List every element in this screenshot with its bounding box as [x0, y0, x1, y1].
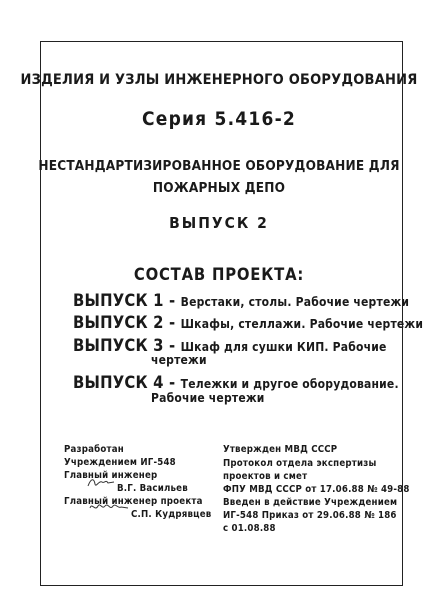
project-chief-title: Главный инженер проекта [64, 496, 203, 507]
approved-line: Утвержден МВД СССР [223, 444, 338, 455]
composition-title: СОСТАВ ПРОЕКТА: [133, 265, 305, 284]
effective-line: Введен в действие Учреждением [223, 497, 398, 508]
issue-title: ВЫПУСК 2 [169, 214, 269, 232]
order-line: ИГ-548 Приказ от 29.06.88 № 186 [223, 510, 397, 521]
issue-item-3-cont: чертежи [151, 353, 207, 367]
issue-item-3 [73, 336, 387, 355]
header-line3: НЕСТАНДАРТИЗИРОВАННОЕ ОБОРУДОВАНИЕ ДЛЯ [38, 158, 400, 174]
issue-item-2 [73, 313, 423, 332]
issue-item-text: Тележки и другое оборудование. [180, 377, 399, 391]
header-line4: ПОЖАРНЫХ ДЕПО [152, 180, 286, 196]
issue-item-key: ВЫПУСК 2 - [73, 313, 176, 332]
protocol-ref-line: ФПУ МВД СССР от 17.06.88 № 49-88 [223, 484, 410, 495]
developed-label: Разработан [64, 444, 124, 455]
protocol-line-2: проектов и смет [223, 471, 308, 482]
issue-item-key: ВЫПУСК 3 - [73, 336, 176, 355]
project-chief-name: С.П. Кудрявцев [131, 509, 212, 520]
effective-date: с 01.08.88 [223, 523, 276, 534]
protocol-line: Протокол отдела экспертизы [223, 458, 377, 469]
issue-item-1 [73, 291, 409, 310]
issue-item-text: Шкаф для сушки КИП. Рабочие [180, 340, 387, 354]
issue-item-text: Шкафы, стеллажи. Рабочие чертежи [180, 317, 424, 331]
issue-item-text: Верстаки, столы. Рабочие чертежи [180, 295, 410, 309]
series-title: Серия 5.416-2 [142, 108, 296, 130]
issue-item-4-cont: Рабочие чертежи [151, 391, 265, 405]
chief-engineer-title: Главный инженер [64, 470, 158, 481]
issue-item-key: ВЫПУСК 4 - [73, 373, 176, 392]
signature-vasiliev [86, 476, 116, 490]
issue-item-4 [73, 373, 399, 392]
issue-item-key: ВЫПУСК 1 - [73, 291, 176, 310]
chief-engineer-name: В.Г. Васильев [117, 483, 188, 494]
signature-kudryavtsev [88, 500, 130, 514]
developer-org: Учреждением ИГ-548 [64, 457, 176, 468]
header-line1: ИЗДЕЛИЯ И УЗЛЫ ИНЖЕНЕРНОГО ОБОРУДОВАНИЯ [20, 72, 418, 88]
